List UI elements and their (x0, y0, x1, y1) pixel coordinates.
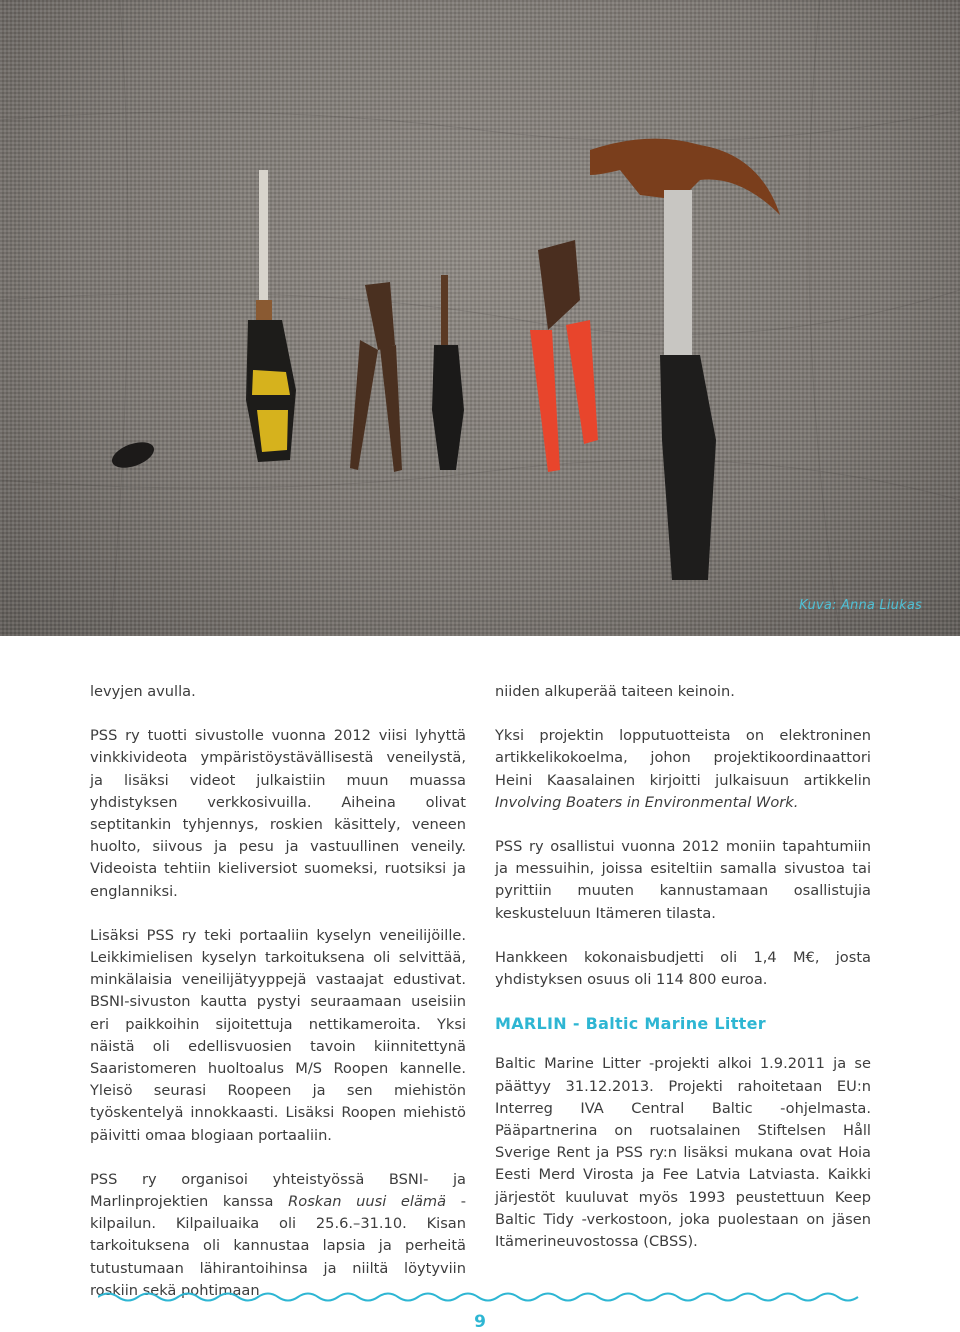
text-span: PSS ry organisoi yhteistyössä BSNI- ja Marlinprojektien kanssa (90, 1170, 466, 1211)
pliers-shape (350, 282, 402, 472)
paragraph: PSS ry tuotti sivustolle vuonna 2012 viisi lyhyttä vinkkivideota ympäristöystävällisestä veneilystä, ja lisäksi videot julkaistiin muun muassa yhdistyksen verkkosivuilla. Aiheina olivat septitankin tyhjennys, roskien käsittely, veneen huolto, siivous ja pesu ja vastuullinen veneily. Videoista tehtiin kieliversiot suomeksi, ruotsiksi ja englanniksi. (90, 727, 466, 900)
screwdriver-yellow-shape (246, 170, 296, 462)
page-number: 9 (474, 1312, 486, 1332)
pruning-shears-shape (530, 240, 598, 472)
paragraph: PSS ry osallistui vuonna 2012 moniin tapahtumiin ja messuihin, joissa esiteltiin samalla sivustoa tai pyrittiin muuten kannustamaan osallistujia keskusteluun Itämeren tilasta. (495, 838, 871, 922)
paragraph (90, 1169, 466, 1302)
paragraph: Lisäksi PSS ry teki portaaliin kyselyn veneilijöille. Leikkimielisen kyselyn tarkoituksena oli selvittää, minkälaisia veneilijätyyppejä vastaajat edustivat. BSNI-sivuston kautta pystyi seuraamaan useisiin eri paikkoihin sijoitettuja nettikameroita. Yksi näistä oli edellisvuosien tavoin kiinnitettynä Saaristomeren huoltoalus M/S Roopen kannelle. Yleisö seurasi Roopeen ja sen miehistön työskentelyä innokkaasti. Lisäksi Roopen miehistö päivitti omaa blogiaan portaaliin. (90, 926, 466, 1144)
paragraph: Baltic Marine Litter -projekti alkoi 1.9.2011 ja se päättyy 31.12.2013. Projekti rahoitetaan EU:n Interreg IVA Central Baltic -ohjelmasta. Pääpartnerina on ruotsalainen Stiftelsen Håll Sverige Rent ja PSS ry:n lisäksi mukana ovat Hoia Eesti Merd Virosta ja Fee Latvia Latviasta. Kaikki järjestöt kuuluvat myös 1993 peustettuun Keep Baltic Tidy -verkostoon, joka puolestaan on jäsen Itämerineuvostossa (CBSS). (495, 1055, 871, 1251)
paragraph (495, 725, 871, 814)
section-heading: MARLIN - Baltic Marine Litter (495, 1014, 766, 1034)
tools-photo (0, 0, 960, 636)
photo-credit: Kuva: Anna Liukas (799, 598, 922, 613)
wave-divider (98, 1290, 862, 1304)
text-span: Yksi projektin lopputuotteista on elektroninen artikkelikokoelma, johon projektikoordinaattori Heini Kaasalainen kirjoitti julkaisuun artikkelin (495, 727, 871, 789)
left-column (90, 681, 466, 1324)
paragraph: niiden alkuperää taiteen keinoin. (495, 683, 735, 700)
tools-illustration (0, 0, 960, 636)
pebble-shape (109, 437, 158, 473)
competition-name: Roskan uusi elämä (288, 1193, 447, 1211)
article-title: Involving Boaters in Environmental Work. (495, 793, 799, 811)
claw-hammer-shape (590, 139, 780, 580)
paragraph: Hankkeen kokonaisbudjetti oli 1,4 M€, josta yhdistyksen osuus oli 114 800 euroa. (495, 948, 871, 989)
right-column (495, 681, 871, 1275)
paragraph: levyjen avulla. (90, 683, 196, 700)
screwdriver-black-shape (432, 275, 464, 470)
text-span: -kilpailun. Kilpailuaika oli 25.6.–31.10. Kisan tarkoituksena oli kannustaa lapsia ja perheitä tutustumaan lähirantoihinsa ja niiltä löytyviin roskiin sekä pohtimaan (90, 1193, 466, 1299)
